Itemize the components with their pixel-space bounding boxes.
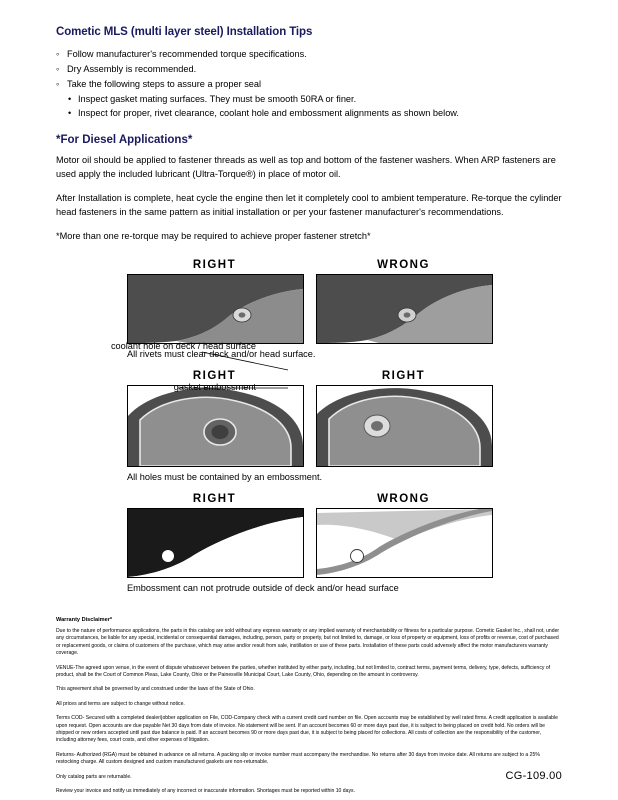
warranty-paragraph: Terms COD- Secured with a completed dealer/jobber application on File, COD-Company check with a current credit card number on file. Open accounts may be established by well rated firms. A credit application is available upon request. Open accounts are due payable Net 30 days from date of invoice. No statement will be sent. If an account becomes 60 or more days past due, it is subject to being placed on credit hold. No orders will be shipped or new orders accepted until past due balance is paid. If an account becomes 90 or more days past due, it is subject to being placed for collections. All costs of collection are the responsibility of the customer, including attorney fees, court costs, and other expenses of litigation. (56, 715, 558, 744)
figure-image-wrong-holes (316, 385, 493, 467)
figure-image-right-protrusion (127, 508, 304, 578)
figure-wrong-rivets (316, 259, 491, 344)
retorque-note: *More than one re-torque may be required to achieve proper fastener stretch* (56, 231, 371, 241)
figure-wrong-holes (316, 370, 491, 467)
callout-coolant-hole: coolant hole on deck / head surface (110, 341, 256, 351)
callout-gasket-embossment: gasket embossment (173, 382, 256, 392)
figure-label-right: RIGHT (192, 370, 237, 382)
figure-label-right-2: RIGHT (381, 370, 426, 382)
figure-caption-protrusion: Embossment can not protrude outside of deck and/or head surface (127, 583, 399, 593)
list-item: ◦ Take the following steps to assure a proper seal (56, 77, 562, 91)
figure-right-protrusion (127, 493, 302, 578)
figure-caption-rivets: All rivets must clear deck and/or head surface. (127, 349, 316, 359)
diesel-paragraph-1: Motor oil should be applied to fastener threads as well as top and bottom of the fastener washers. When ARP fasteners are used apply the included lubricant (Ultra-Torque®) in place of motor oil. (56, 155, 556, 179)
warranty-paragraph: Due to the nature of performance applications, the parts in this catalog are sold without any express warranty or any implied warranty of merchantability or fitness for a particular purpose. Cometic Gasket Inc., shall not, under any circumstances, be liable for any special, incidental or consequential damages, including, person, party or property, but not limited to, damage, or loss of property or equipment, loss of profits or revenue, cost of purchased or replacement goods, or claims of customers of the purchase, which may arise and/or result from sale, instillation or use of these parts. Installation of these parts could adversely affect the motor manufacturers warranty coverage. (56, 628, 560, 657)
list-item: ◦ Follow manufacturer's recommended torque specifications. (56, 47, 562, 61)
figure-row-rivets (56, 259, 562, 344)
callout-leader-lines (56, 336, 296, 406)
figure-group (56, 259, 562, 595)
warranty-paragraph: This agreement shall be governed by and construed under the laws of the State of Ohio. (56, 686, 255, 693)
diesel-paragraph-2: After Installation is complete, heat cycle the engine then let it completely cool to ambient temperature. Re-torque the cylinder head fasteners in the same pattern as initial installation or per your fastener manufacturer's recommendations. (56, 193, 562, 217)
figure-label-wrong: WRONG (377, 259, 430, 271)
figure-image-wrong-rivets (316, 274, 493, 344)
warranty-paragraph: VENUE-The agreed upon venue, in the event of dispute whatsoever between the parties, whether instituted by either party, including, but not limited to, contract terms, payment terms, delivery, type, defects, sufficiency of product, shall be the Court of Common Pleas, Lake County, Ohio or the Painesville Municipal Court, Lake County, Ohio, depending on the amount in controversy. (56, 664, 551, 679)
warranty-disclaimer (56, 617, 562, 796)
warranty-paragraph: Review your invoice and notify us immediately of any incorrect or inaccurate information. Shortages must be reported within 10 days. (56, 788, 355, 795)
figure-image-wrong-protrusion (316, 508, 493, 578)
figure-row-protrusion (56, 493, 562, 578)
figure-caption-holes: All holes must be contained by an embossment. (127, 472, 323, 482)
warranty-paragraph: All prices and terms are subject to change without notice. (56, 700, 185, 707)
figure-image-right-rivets (127, 274, 304, 344)
figure-label-right: RIGHT (192, 259, 237, 271)
list-item: ◦ Dry Assembly is recommended. (56, 62, 562, 76)
installation-tips-list (56, 47, 562, 91)
figure-caption-holes-wrap (127, 471, 491, 484)
warranty-paragraph: Only catalog parts are returnable. (56, 773, 132, 780)
document-number: CG-109.00 (505, 770, 562, 782)
page-title: Cometic MLS (multi layer steel) Installation Tips (56, 26, 313, 38)
figure-wrong-protrusion (316, 493, 491, 578)
figure-right-rivets (127, 259, 302, 344)
list-item: • Inspect gasket mating surfaces. They must be smooth 50RA or finer. (68, 92, 562, 106)
figure-label-right: RIGHT (192, 493, 237, 505)
list-item: • Inspect for proper, rivet clearance, coolant hole and embossment alignments as shown below. (68, 106, 562, 120)
warranty-heading: Warranty Disclaimer* (56, 617, 113, 623)
warranty-paragraph: Returns- Authorized (RGA) must be obtained in advance on all returns. A packing slip or invoice number must accompany the merchandise. No returns after 30 days from invoice date. All returns are subject to a 25% restocking charge. All custom designed and custom manufactured gaskets are non-returnable. (56, 751, 540, 766)
figure-caption-protrusion-wrap (127, 582, 491, 595)
diesel-applications-heading: *For Diesel Applications* (56, 134, 193, 146)
installation-sub-list (56, 92, 562, 120)
figure-label-wrong: WRONG (377, 493, 430, 505)
